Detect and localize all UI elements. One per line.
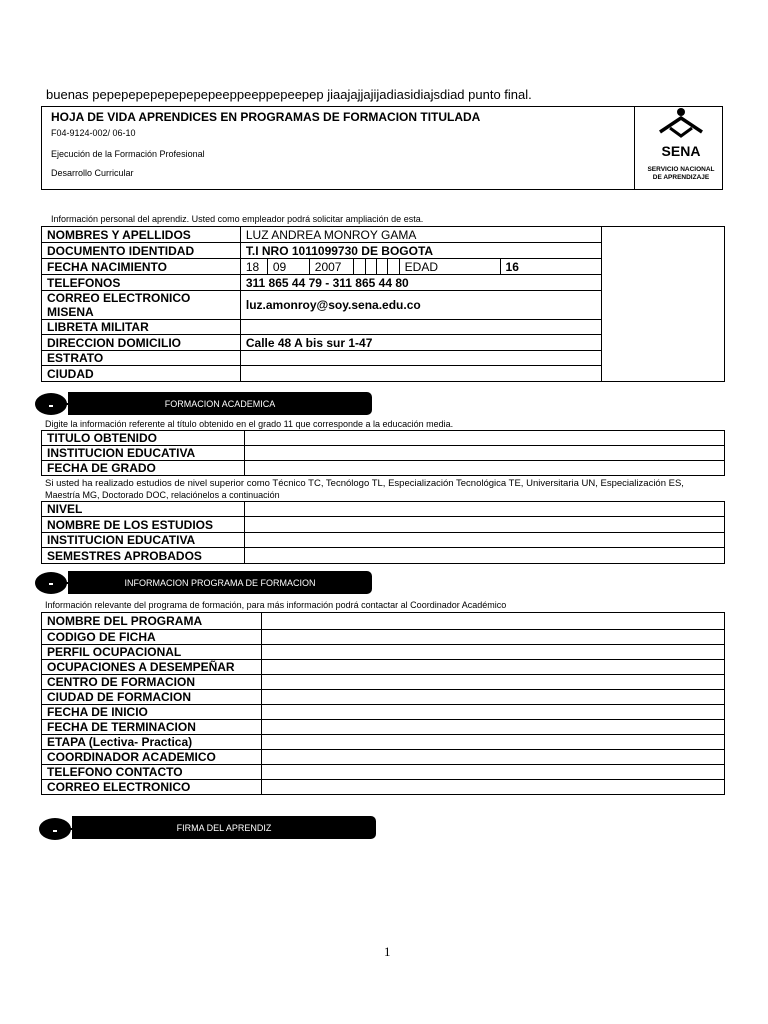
programa-row-label: ETAPA (Lectiva- Practica) [42,735,262,750]
personal-info-table [41,226,725,382]
table-row [42,613,725,630]
bullet-mark-icon [53,830,57,832]
top-note: buenas pepepepepepepepepeeppeeppepeepep jiaajajjajijadiasidiajsdiad punto final. [46,87,532,102]
ciudad-label: CIUDAD [42,366,241,382]
institucion-value[interactable] [244,446,724,461]
documento-label: DOCUMENTO IDENTIDAD [42,243,241,259]
birth-month[interactable]: 09 [267,259,309,275]
empty-cell [365,259,376,275]
libreta-value[interactable] [240,320,601,335]
nombres-value[interactable]: LUZ ANDREA MONROY GAMA [240,227,601,243]
table-row [42,660,725,675]
section-title-formacion: FORMACION ACADEMICA [164,398,276,409]
table-row [42,690,725,705]
sena-logo [640,106,722,190]
direccion-label: DIRECCION DOMICILIO [42,335,241,351]
programa-row-label: CODIGO DE FICHA [42,630,262,645]
programa-row-value[interactable] [261,630,724,645]
table-row [42,750,725,765]
table-row [42,780,725,795]
table-row [42,533,725,548]
table-row [42,735,725,750]
fecha-nacimiento-label: FECHA NACIMIENTO [42,259,241,275]
bullet-mark-icon [49,405,53,407]
institucion-2-value[interactable] [244,533,724,548]
nombres-label: NOMBRES Y APELLIDOS [42,227,241,243]
programa-table [41,612,725,795]
programa-row-value[interactable] [261,765,724,780]
table-row [42,446,725,461]
fecha-grado-label: FECHA DE GRADO [42,461,245,476]
section-header-programa [68,571,372,594]
table-row [42,765,725,780]
programa-row-label: PERFIL OCUPACIONAL [42,645,262,660]
programa-row-label: COORDINADOR ACADEMICO [42,750,262,765]
correo-label [42,291,241,320]
logo-subtitle-1: SERVICIO NACIONAL [647,166,715,173]
document-code: F04-9124-002/ 06-10 [51,128,136,138]
bullet-mark-icon [49,583,53,585]
correo-label-line-2: MISENA [47,305,94,319]
institucion-label: INSTITUCION EDUCATIVA [42,446,245,461]
page-number: 1 [384,944,391,959]
nombre-estudios-label: NOMBRE DE LOS ESTUDIOS [42,517,245,533]
table-row [42,431,725,446]
institucion-2-label: INSTITUCION EDUCATIVA [42,533,245,548]
estudios-note-line-2: Maestría MG, Doctorado DOC, relaciónelos a continuación [45,490,280,500]
logo-subtitle-2: DE APRENDIZAJE [652,174,710,181]
nivel-value[interactable] [244,502,724,517]
birth-year[interactable]: 2007 [309,259,353,275]
table-row [42,630,725,645]
table-row [42,517,725,533]
programa-row-label: FECHA DE TERMINACION [42,720,262,735]
ciudad-value[interactable] [240,366,601,382]
programa-row-value[interactable] [261,613,724,630]
edad-label: EDAD [399,259,500,275]
table-row [42,675,725,690]
estrato-value[interactable] [240,351,601,366]
photo-cell [602,227,725,382]
table-row [42,720,725,735]
programa-row-value[interactable] [261,660,724,675]
direccion-value[interactable]: Calle 48 A bis sur 1-47 [240,335,601,351]
programa-row-label: CENTRO DE FORMACION [42,675,262,690]
programa-row-value[interactable] [261,720,724,735]
nombre-estudios-value[interactable] [244,517,724,533]
table-row [42,502,725,517]
empty-cell [387,259,399,275]
programa-row-value[interactable] [261,645,724,660]
correo-value[interactable]: luz.amonroy@soy.sena.edu.co [240,291,601,320]
formacion-table-2 [41,501,725,564]
programa-row-label: OCUPACIONES A DESEMPEÑAR [42,660,262,675]
titulo-value[interactable] [244,431,724,446]
semestres-label: SEMESTRES APROBADOS [42,548,245,564]
section-title-programa: INFORMACION PROGRAMA DE FORMACION [124,577,316,588]
section-title-firma: FIRMA DEL APRENDIZ [176,822,272,833]
titulo-label: TITULO OBTENIDO [42,431,245,446]
programa-row-value[interactable] [261,675,724,690]
programa-row-value[interactable] [261,690,724,705]
section-header-formacion [68,392,372,415]
table-row [42,461,725,476]
programa-row-label: CORREO ELECTRONICO [42,780,262,795]
header-line-3: Desarrollo Curricular [51,168,134,178]
programa-row-value[interactable] [261,750,724,765]
edad-value[interactable]: 16 [500,259,602,275]
table-row [42,645,725,660]
estrato-label: ESTRATO [42,351,241,366]
fecha-grado-value[interactable] [244,461,724,476]
programa-row-label: TELEFONO CONTACTO [42,765,262,780]
formacion-note: Digite la información referente al título obtenido en el grado 11 que corresponde a la educación media. [45,419,454,429]
programa-row-label: CIUDAD DE FORMACION [42,690,262,705]
correo-label-line-1: CORREO ELECTRONICO [47,291,191,305]
formacion-table-1 [41,430,725,476]
semestres-value[interactable] [244,548,724,564]
programa-row-label: FECHA DE INICIO [42,705,262,720]
nivel-label: NIVEL [42,502,245,517]
documento-value[interactable]: T.I NRO 1011099730 DE BOGOTA [240,243,601,259]
programa-row-label: NOMBRE DEL PROGRAMA [42,613,262,630]
empty-cell [353,259,365,275]
table-row [42,705,725,720]
document-title: HOJA DE VIDA APRENDICES EN PROGRAMAS DE FORMACION TITULADA [51,110,481,124]
birth-day[interactable]: 18 [240,259,267,275]
telefonos-value[interactable]: 311 865 44 79 - 311 865 44 80 [240,275,601,291]
section-header-firma [72,816,376,839]
programa-row-value[interactable] [261,735,724,750]
libreta-label: LIBRETA MILITAR [42,320,241,335]
programa-note: Información relevante del programa de formación, para más información podrá contactar al Coordinador Académico [45,600,507,610]
estudios-note-line-1: Si usted ha realizado estudios de nivel superior como Técnico TC, Tecnólogo TL, Especialización Tecnológica TE, Universitaria UN, Especialización ES, [45,478,684,489]
empty-cell [376,259,387,275]
header-divider [634,106,635,190]
table-row [42,548,725,564]
programa-row-value[interactable] [261,705,724,720]
telefonos-label: TELEFONOS [42,275,241,291]
logo-text: SENA [661,143,701,159]
table-row [42,227,725,243]
header-line-2: Ejecución de la Formación Profesional [51,149,205,159]
programa-row-value[interactable] [261,780,724,795]
personal-info-note: Información personal del aprendiz. Usted como empleador podrá solicitar ampliación de esta. [51,214,424,224]
